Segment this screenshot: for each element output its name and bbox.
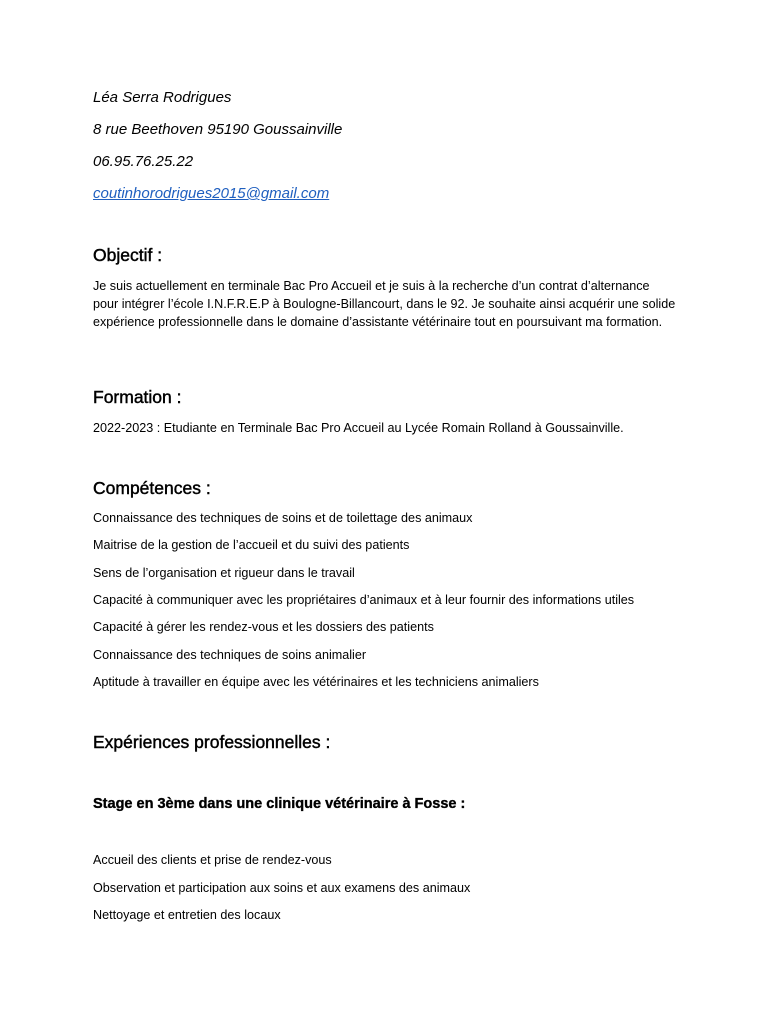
competence-item: Aptitude à travailler en équipe avec les vétérinaires et les techniciens animaliers [93, 675, 539, 689]
contact-name: Léa Serra Rodrigues [93, 89, 232, 106]
formation-entry: 2022-2023 : Etudiante en Terminale Bac Pro Accueil au Lycée Romain Rolland à Goussainville. [93, 421, 624, 435]
experiences-heading: Expériences professionnelles : [93, 732, 331, 752]
competence-item: Maitrise de la gestion de l’accueil et du suivi des patients [93, 538, 410, 552]
competence-item: Connaissance des techniques de soins animalier [93, 648, 367, 662]
contact-address: 8 rue Beethoven 95190 Goussainville [93, 121, 343, 138]
competences-heading: Compétences : [93, 478, 211, 498]
competence-item: Capacité à gérer les rendez-vous et les dossiers des patients [93, 620, 434, 634]
competence-item: Capacité à communiquer avec les propriétaires d’animaux et à leur fournir des informations utiles [93, 593, 635, 607]
contact-phone: 06.95.76.25.22 [93, 153, 194, 170]
formation-heading: Formation : [93, 387, 182, 407]
experience-item: Observation et participation aux soins et aux examens des animaux [93, 881, 471, 895]
objectif-paragraph: Je suis actuellement en terminale Bac Pro Accueil et je suis à la recherche d’un contrat d’alternance pour intégrer l’école I.N.F.R.E.P à Boulogne-Billancourt, dans le 92. Je souhaite ainsi acquérir une solide expérience professionnelle dans le domaine d’assistante vétérinaire tout en poursuivant ma formation. [93, 279, 676, 329]
experience-item: Nettoyage et entretien des locaux [93, 908, 281, 922]
competence-item: Connaissance des techniques de soins et de toilettage des animaux [93, 511, 473, 525]
experience-item: Accueil des clients et prise de rendez-vous [93, 853, 332, 867]
objectif-heading: Objectif : [93, 245, 163, 265]
competence-item: Sens de l’organisation et rigueur dans le travail [93, 566, 355, 580]
contact-email-link[interactable]: coutinhorodrigues2015@gmail.com [93, 185, 330, 202]
stage-title: Stage en 3ème dans une clinique vétérinaire à Fosse : [93, 796, 466, 812]
